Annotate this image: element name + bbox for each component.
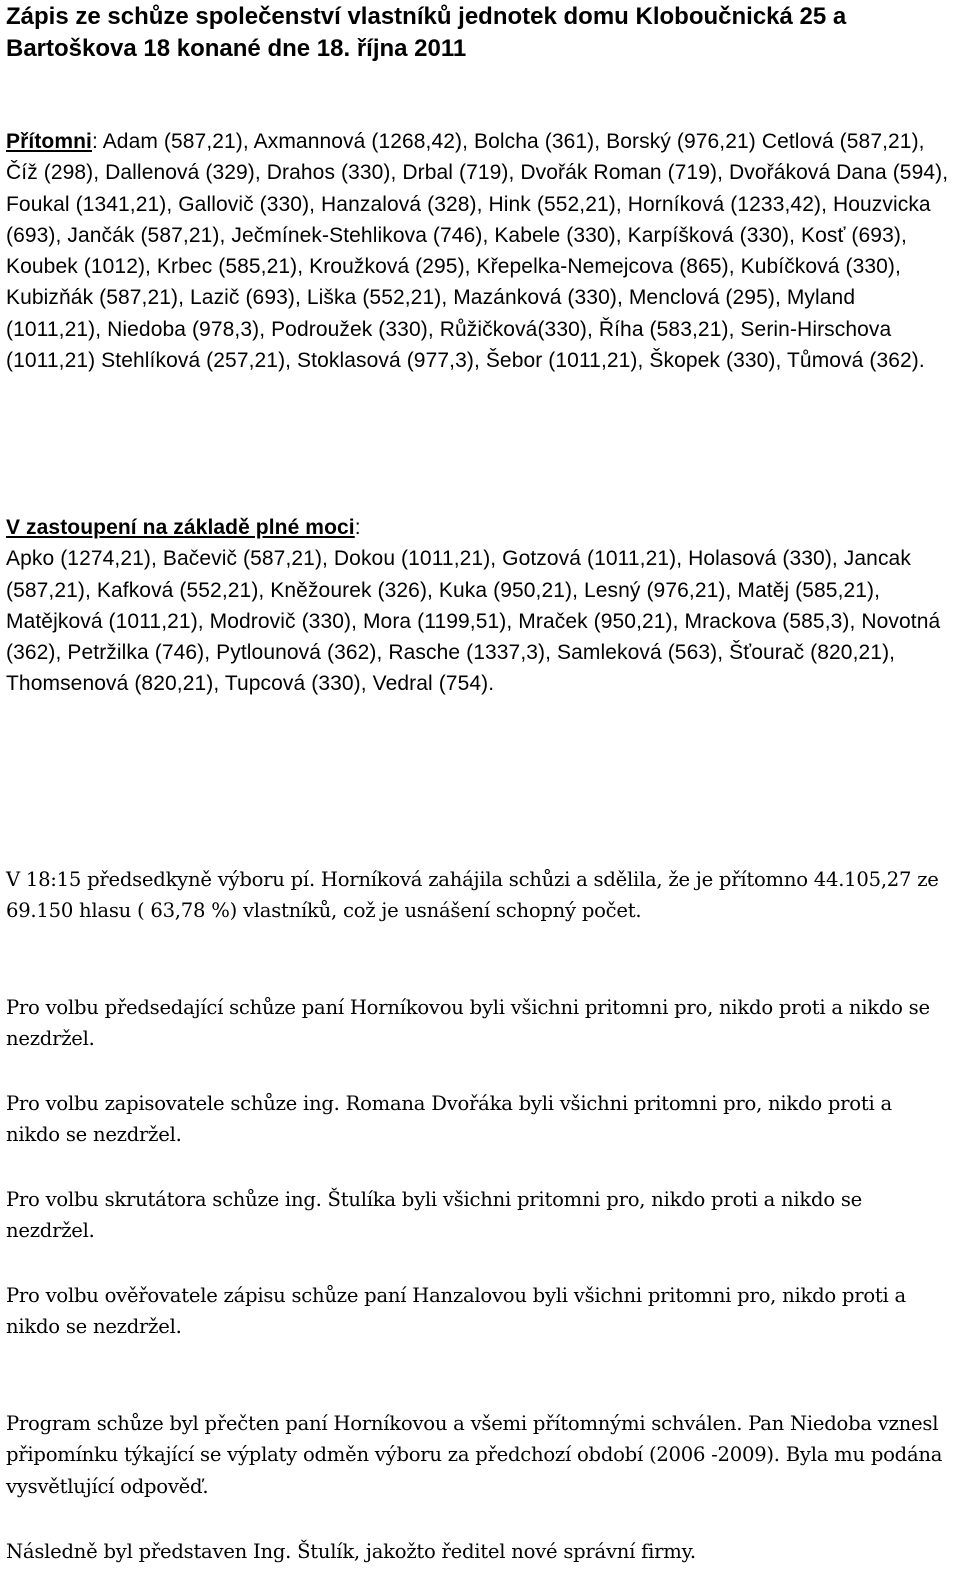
scrutineer-election-paragraph: Pro volbu skrutátora schůze ing. Štulíka byli všichni pritomni pro, nikdo proti a nikdo se nezdržel. <box>6 1188 863 1243</box>
opening-paragraph: V 18:15 předsedkyně výboru pí. Horníková zahájila schůzi a sdělila, že je přítomno 44.105,27 ze 69.150 hlasu ( 63,78 %) vlastníků, což je usnášení schopný počet. <box>6 868 939 923</box>
manager-introduction-paragraph: Následně byl představen Ing. Štulík, jakožto ředitel nové správní firmy. <box>6 1540 696 1563</box>
chair-election-paragraph: Pro volbu předsedající schůze paní Horníkovou byli všichni pritomni pro, nikdo proti a nikdo se nezdržel. <box>6 996 930 1051</box>
present-label: Přítomni <box>6 130 92 153</box>
verifier-election-paragraph: Pro volbu ověřovatele zápisu schůze paní Hanzalovou byli všichni pritomni pro, nikdo proti a nikdo se nezdržel. <box>6 1284 906 1339</box>
document-title: Zápis ze schůze společenství vlastníků jednotek domu Kloboučnická 25 a Bartoškova 18 konané dne 18. října 2011 <box>6 3 847 62</box>
present-first-line: : Adam (587,21), Axmannová (1268,42), Bolcha (361), Borský (976,21) <box>91 130 756 153</box>
proxy-label: V zastoupení na základě plné moci <box>6 516 355 539</box>
recorder-election-paragraph: Pro volbu zapisovatele schůze ing. Romana Dvořáka byli všichni pritomni pro, nikdo proti a nikdo se nezdržel. <box>6 1092 892 1147</box>
attendance-paragraph <box>6 126 950 376</box>
agenda-paragraph: Program schůze byl přečten paní Horníkovou a všemi přítomnými schválen. Pan Niedoba vznesl připomínku týkající se výplaty odměn výboru za předchozí období (2006 -2009). Byla mu podána vysvětlující odpověď. <box>6 1412 943 1498</box>
present-list: Cetlová (587,21), Číž (298), Dallenová (329), Drahos (330), Drbal (719), Dvořák Roman (719), Dvořáková Dana (594), Foukal (1341,21), Gallovič (330), Hanzalová (328), Hink (552,21), Horníková (1233,42), Houzvicka (693), Jančák (587,21), Ječmínek-Stehlikova (746), Kabele (330), Karpíšková (330), Kosť (693), Koubek (1012), Krbec (585,21), Kroužková (295), Křepelka-Nemejcova (865), Kubíčková (330), Kubizňák (587,21), Lazič (693), Liška (552,21), Mazánková (330), Menclová (295), Myland (1011,21), Niedoba (978,3), Podroužek (330), Růžičková(330), Říha (583,21), Serin-Hirschova (1011,21) Stehlíková (257,21), Stoklasová (977,3), Šebor (1011,21), Škopek (330), Tůmová (362). <box>6 130 949 373</box>
proxy-list: Apko (1274,21), Bačevič (587,21), Dokou (1011,21), Gotzová (1011,21), Holasová (330), Jancak (587,21), Kafková (552,21), Kněžourek (326), Kuka (950,21), Lesný (976,21), Matěj (585,21), Matějková (1011,21), Modrovič (330), Mora (1199,51), Mraček (950,21), Mrackova (585,3), Novotná (362), Petržilka (746), Pytlounová (362), Rasche (1337,3), Samleková (563), Šťourač (820,21), Thomsenová (820,21), Tupcová (330), Vedral (754). <box>6 547 941 696</box>
proxy-colon: : <box>354 516 361 539</box>
proxy-paragraph <box>6 512 950 700</box>
